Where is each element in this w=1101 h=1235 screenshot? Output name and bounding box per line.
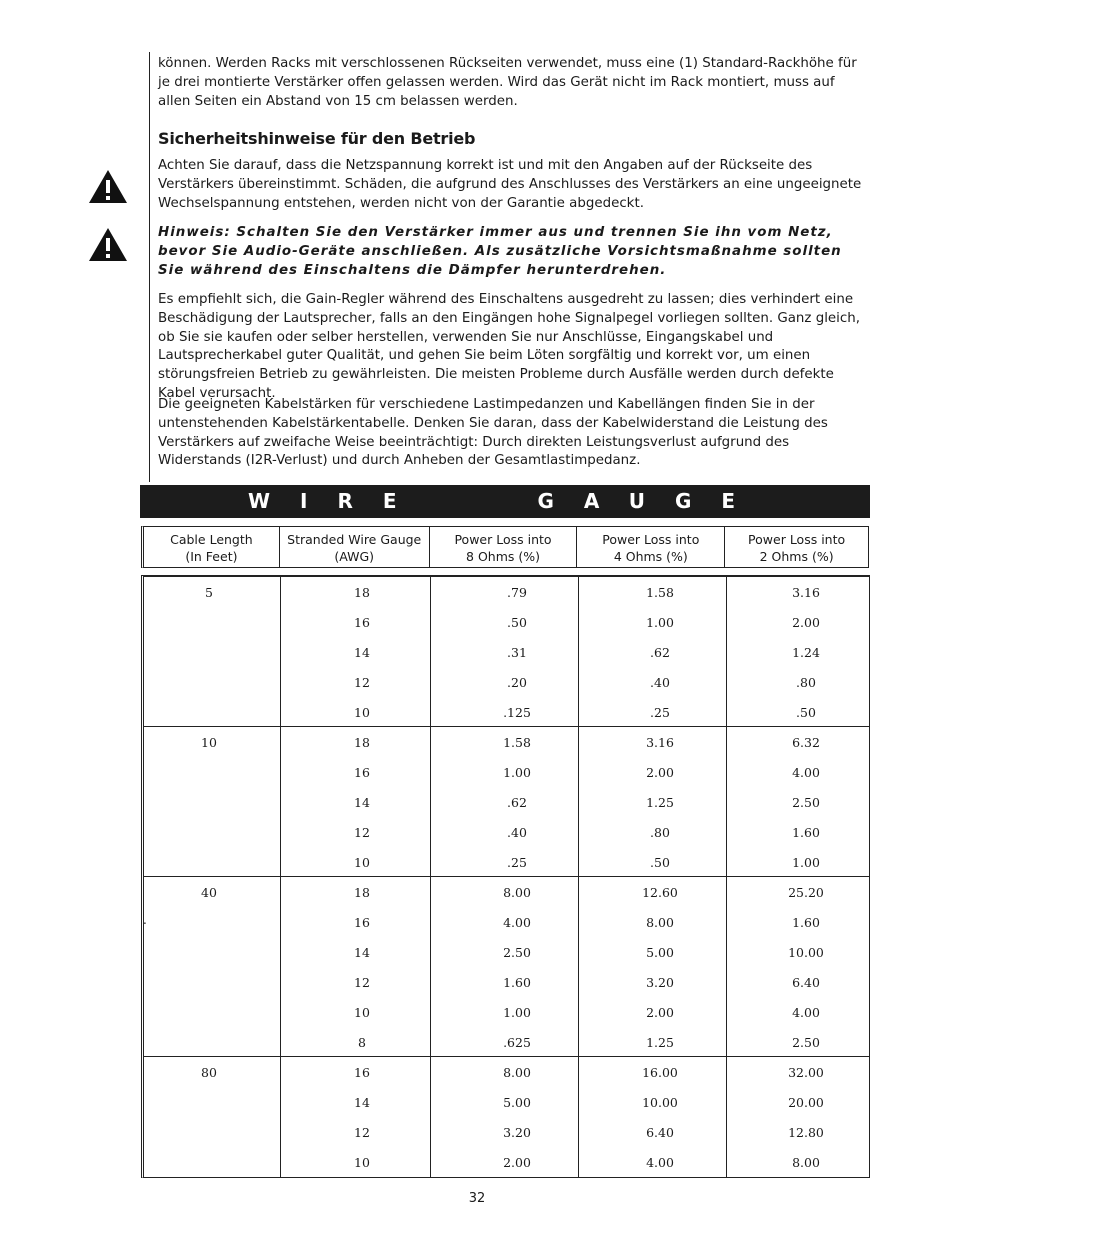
wire-gauge-cell: 18 — [354, 885, 370, 900]
warning-triangle-icon — [88, 227, 128, 262]
loss-4-ohms-cell: 12.60 — [642, 885, 678, 900]
warning-triangle-icon — [88, 169, 128, 204]
wire-gauge-cell: 16 — [354, 615, 370, 630]
loss-4-ohms-cell: 4.00 — [646, 1155, 674, 1170]
wire-gauge-cell: 10 — [354, 855, 370, 870]
wire-gauge-cell: 14 — [354, 795, 370, 810]
wire-gauge-cell: 12 — [354, 675, 370, 690]
loss-8-ohms-cell: .20 — [507, 675, 527, 690]
column-divider — [280, 1057, 281, 1177]
loss-8-ohms-cell: 1.00 — [503, 765, 531, 780]
loss-8-ohms-cell: 8.00 — [503, 1065, 531, 1080]
wire-gauge-cell: 16 — [354, 915, 370, 930]
loss-2-ohms-cell: .80 — [796, 675, 816, 690]
wire-gauge-cell: 16 — [354, 1065, 370, 1080]
loss-4-ohms-cell: .25 — [650, 705, 670, 720]
loss-2-ohms-cell: 6.40 — [792, 975, 820, 990]
loss-4-ohms-cell: 16.00 — [642, 1065, 678, 1080]
column-divider — [726, 727, 727, 876]
loss-4-ohms-cell: .50 — [650, 855, 670, 870]
cable-length-cell: 10 — [201, 735, 217, 750]
loss-8-ohms-cell: 2.50 — [503, 945, 531, 960]
loss-2-ohms-cell: 10.00 — [788, 945, 824, 960]
column-divider — [578, 1057, 579, 1177]
chart-group — [144, 877, 869, 1057]
column-divider — [280, 877, 281, 1056]
column-divider — [430, 577, 431, 726]
wire-gauge-cell: 10 — [354, 705, 370, 720]
wire-gauge-cell: 12 — [354, 1125, 370, 1140]
loss-8-ohms-cell: 1.00 — [503, 1005, 531, 1020]
wire-gauge-cell: 10 — [354, 1005, 370, 1020]
loss-8-ohms-cell: 2.00 — [503, 1155, 531, 1170]
loss-8-ohms-cell: 3.20 — [503, 1125, 531, 1140]
section-title: Sicherheitshinweise für den Betrieb — [158, 129, 476, 148]
loss-8-ohms-cell: .31 — [507, 645, 527, 660]
column-divider — [280, 577, 281, 726]
cable-length-cell: 5 — [205, 585, 213, 600]
header-cable-length: Cable Length (In Feet) — [144, 527, 280, 567]
loss-2-ohms-cell: 1.24 — [792, 645, 820, 660]
column-divider — [726, 877, 727, 1056]
column-divider — [430, 1057, 431, 1177]
loss-4-ohms-cell: .62 — [650, 645, 670, 660]
loss-2-ohms-cell: 1.60 — [792, 915, 820, 930]
column-divider — [430, 877, 431, 1056]
loss-4-ohms-cell: 1.25 — [646, 1035, 674, 1050]
loss-8-ohms-cell: 8.00 — [503, 885, 531, 900]
loss-4-ohms-cell: 10.00 — [642, 1095, 678, 1110]
column-divider — [578, 877, 579, 1056]
loss-2-ohms-cell: 4.00 — [792, 1005, 820, 1020]
loss-4-ohms-cell: 6.40 — [646, 1125, 674, 1140]
cable-length-cell: 80 — [201, 1065, 217, 1080]
column-divider — [578, 727, 579, 876]
loss-8-ohms-cell: .50 — [507, 615, 527, 630]
wire-gauge-cell: 12 — [354, 825, 370, 840]
loss-8-ohms-cell: .125 — [503, 705, 531, 720]
loss-4-ohms-cell: .80 — [650, 825, 670, 840]
loss-8-ohms-cell: 4.00 — [503, 915, 531, 930]
loss-8-ohms-cell: .79 — [507, 585, 527, 600]
wire-gauge-cell: 14 — [354, 645, 370, 660]
loss-2-ohms-cell: 2.00 — [792, 615, 820, 630]
wire-gauge-cell: 12 — [354, 975, 370, 990]
header-wire-gauge: Stranded Wire Gauge (AWG) — [280, 527, 430, 567]
loss-8-ohms-cell: .625 — [503, 1035, 531, 1050]
wire-gauge-cell: 16 — [354, 765, 370, 780]
loss-2-ohms-cell: .50 — [796, 705, 816, 720]
intro-paragraph: können. Werden Racks mit verschlossenen Rückseiten verwendet, muss eine (1) Standard-Rackhöhe für je drei montierte Verstärker offen gelassen werden. Wird das Gerät nicht im Rack montiert, muss auf allen Seiten ein Abstand von 15 cm belassen werden. — [158, 56, 857, 109]
loss-8-ohms-cell: .40 — [507, 825, 527, 840]
loss-8-ohms-cell: 1.58 — [503, 735, 531, 750]
loss-2-ohms-cell: 1.60 — [792, 825, 820, 840]
voltage-paragraph: Achten Sie darauf, dass die Netzspannung korrekt ist und mit den Angaben auf der Rückseite des Verstärkers übereinstimmt. Schäden, die aufgrund des Anschlusses des Verstärkers an eine ungeeignete Wechselspannung entstehen, werden nicht von der Garantie abgedeckt. — [158, 158, 862, 211]
chart-body — [141, 575, 870, 1178]
loss-2-ohms-cell: 12.80 — [788, 1125, 824, 1140]
loss-2-ohms-cell: 3.16 — [792, 585, 820, 600]
loss-8-ohms-cell: .25 — [507, 855, 527, 870]
loss-8-ohms-cell: .62 — [507, 795, 527, 810]
loss-4-ohms-cell: 1.00 — [646, 615, 674, 630]
loss-4-ohms-cell: 1.58 — [646, 585, 674, 600]
stray-mark: . — [143, 913, 147, 927]
loss-2-ohms-cell: 8.00 — [792, 1155, 820, 1170]
loss-2-ohms-cell: 2.50 — [792, 795, 820, 810]
loss-2-ohms-cell: 6.32 — [792, 735, 820, 750]
loss-4-ohms-cell: 5.00 — [646, 945, 674, 960]
wire-gauge-cell: 14 — [354, 945, 370, 960]
loss-4-ohms-cell: 2.00 — [646, 1005, 674, 1020]
loss-2-ohms-cell: 25.20 — [788, 885, 824, 900]
header-loss-2-ohms: Power Loss into 2 Ohms (%) — [748, 532, 846, 564]
loss-2-ohms-cell: 4.00 — [792, 765, 820, 780]
header-loss-4-ohms: Power Loss into 4 Ohms (%) — [577, 527, 725, 567]
loss-4-ohms-cell: 3.16 — [646, 735, 674, 750]
hinweis-paragraph: Hinweis: Schalten Sie den Verstärker immer aus und trennen Sie ihn vom Netz, bevor Sie Audio-Geräte anschließen. Als zusätzliche Vorsichtsmaßnahme sollten Sie während des Einschaltens die Dämpfer herunterdrehen. — [158, 225, 842, 278]
column-divider — [280, 727, 281, 876]
header-loss-8-ohms: Power Loss into 8 Ohms (%) — [430, 527, 578, 567]
chart-group — [144, 727, 869, 877]
cable-length-cell: 40 — [201, 885, 217, 900]
loss-4-ohms-cell: 3.20 — [646, 975, 674, 990]
chart-group — [144, 1057, 869, 1177]
loss-8-ohms-cell: 1.60 — [503, 975, 531, 990]
chart-group — [144, 577, 869, 727]
chart-header-row — [141, 526, 869, 568]
wire-gauge-cell: 10 — [354, 1155, 370, 1170]
loss-2-ohms-cell: 20.00 — [788, 1095, 824, 1110]
loss-2-ohms-cell: 32.00 — [788, 1065, 824, 1080]
cable-paragraph: Die geeigneten Kabelstärken für verschiedene Lastimpedanzen und Kabellängen finden Sie in der untenstehenden Kabelstärkentabelle. Denken Sie daran, dass der Kabelwiderstand die Leistung des Verstärkers auf zweifache Weise beeinträchtigt: Durch direkten Leistungsverlust aufgrund des Widerstands (I2R-Verlust) und durch Anheben der Gesamtlastimpedanz. — [158, 397, 828, 469]
wire-gauge-cell: 14 — [354, 1095, 370, 1110]
loss-2-ohms-cell: 1.00 — [792, 855, 820, 870]
loss-2-ohms-cell: 2.50 — [792, 1035, 820, 1050]
loss-4-ohms-cell: 1.25 — [646, 795, 674, 810]
column-divider — [430, 727, 431, 876]
loss-4-ohms-cell: .40 — [650, 675, 670, 690]
column-divider — [578, 577, 579, 726]
wire-gauge-cell: 18 — [354, 585, 370, 600]
column-divider — [726, 1057, 727, 1177]
wire-gauge-cell: 8 — [358, 1035, 366, 1050]
chart-title: WIRE GAUGE CHART — [140, 485, 870, 518]
column-divider — [726, 577, 727, 726]
page-number: 32 — [468, 1191, 486, 1206]
gain-paragraph: Es empfiehlt sich, die Gain-Regler während des Einschaltens ausgedreht zu lassen; dies verhindert eine Beschädigung der Lautsprecher, falls an den Eingängen hohe Signalpegel vorliegen sollten. Ganz gleich, ob Sie sie kaufen oder selber herstellen, verwenden Sie nur Anschlüsse, Eingangskabel und Lautsprecherkabel guter Qualität, und gehen Sie beim Löten sorgfältig und korrekt vor, um einen störungsfreien Betrieb zu gewährleisten. Die meisten Probleme durch Ausfälle werden durch defekte Kabel verursacht. — [158, 292, 860, 401]
loss-4-ohms-cell: 2.00 — [646, 765, 674, 780]
loss-4-ohms-cell: 8.00 — [646, 915, 674, 930]
margin-rule — [149, 52, 150, 482]
loss-8-ohms-cell: 5.00 — [503, 1095, 531, 1110]
wire-gauge-cell: 18 — [354, 735, 370, 750]
